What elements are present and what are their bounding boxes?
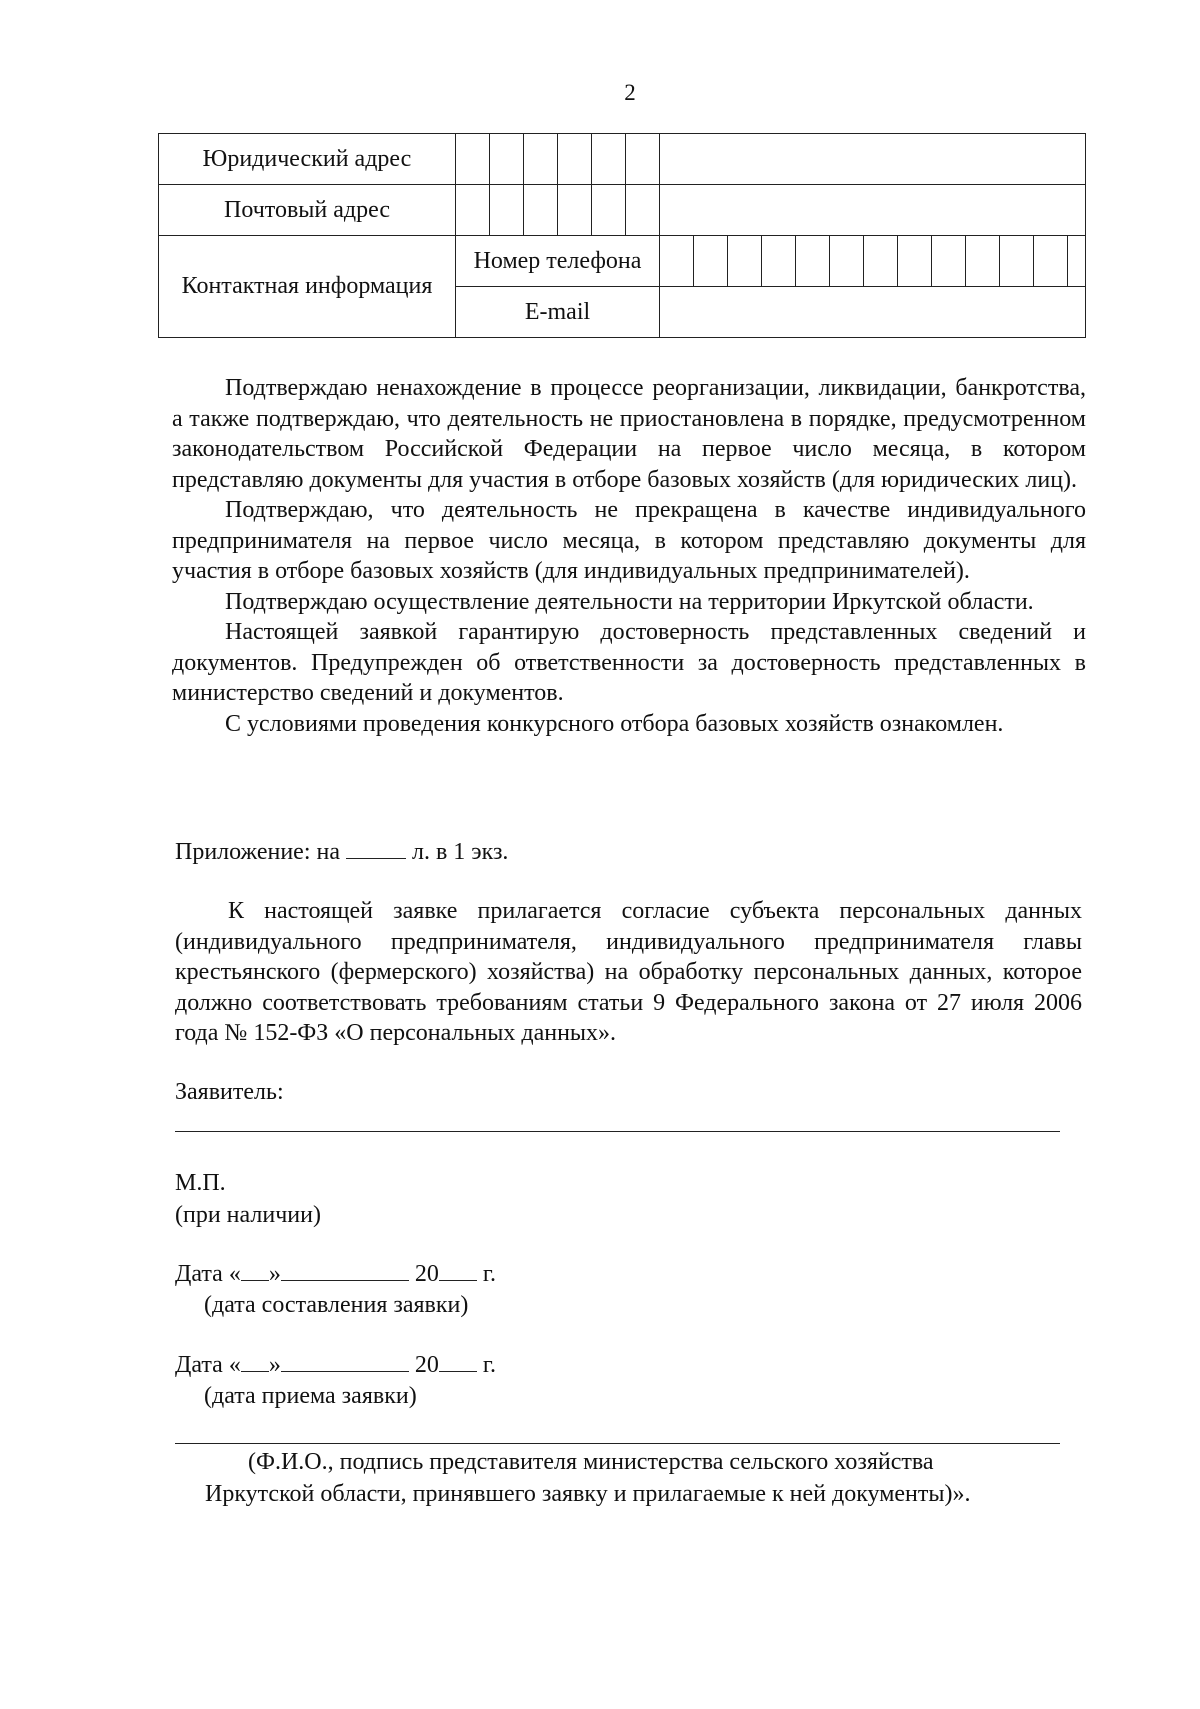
legal-address-cell[interactable] bbox=[592, 134, 626, 185]
confirmation-paragraph: Настоящей заявкой гарантирую достоверность представленных сведений и документов. Предупрежден об ответственности за достоверность представленных в министерство сведений и документов. bbox=[172, 619, 1086, 706]
phone-digit-cell[interactable] bbox=[694, 236, 728, 287]
date-received-day-blank[interactable] bbox=[241, 1349, 269, 1372]
date-received-prefix: Дата « bbox=[175, 1352, 241, 1378]
attachment-line bbox=[175, 836, 508, 867]
applicant-signature-line[interactable] bbox=[175, 1131, 1060, 1132]
phone-digit-cell[interactable] bbox=[932, 236, 966, 287]
date-received-month-blank[interactable] bbox=[281, 1349, 409, 1372]
confirmation-paragraph: С условиями проведения конкурсного отбора базовых хозяйств ознакомлен. bbox=[225, 710, 1004, 737]
postal-address-row bbox=[159, 185, 1086, 236]
date-compiled-caption: (дата составления заявки) bbox=[204, 1292, 469, 1318]
consent-block bbox=[175, 896, 1082, 1049]
phone-label: Номер телефона bbox=[456, 236, 660, 287]
legal-address-cell[interactable] bbox=[490, 134, 524, 185]
date-received-suffix: г. bbox=[482, 1352, 496, 1378]
email-label: E-mail bbox=[456, 287, 660, 338]
phone-digit-cell[interactable] bbox=[660, 236, 694, 287]
postal-address-cell[interactable] bbox=[592, 185, 626, 236]
date-compiled-year-blank[interactable] bbox=[439, 1258, 477, 1281]
attachment-pages-blank[interactable] bbox=[346, 836, 406, 859]
page-number: 2 bbox=[624, 80, 636, 105]
phone-digit-cell[interactable] bbox=[1068, 236, 1086, 287]
confirmation-paragraph: Подтверждаю осуществление деятельности на территории Иркутской области. bbox=[225, 588, 1034, 615]
contact-info-label: Контактная информация bbox=[159, 236, 456, 338]
date-compiled-month-blank[interactable] bbox=[281, 1258, 409, 1281]
confirmations bbox=[172, 373, 1086, 739]
date-compiled-day-blank[interactable] bbox=[241, 1258, 269, 1281]
date-compiled-mid: » bbox=[268, 1261, 281, 1287]
email-field[interactable] bbox=[660, 287, 1086, 338]
phone-digit-cell[interactable] bbox=[1000, 236, 1034, 287]
postal-address-cell[interactable] bbox=[626, 185, 660, 236]
attachment-prefix: Приложение: на bbox=[175, 839, 340, 865]
phone-row bbox=[159, 236, 1086, 287]
stamp-label: М.П. bbox=[175, 1170, 226, 1196]
confirmation-paragraph: Подтверждаю, что деятельность не прекращена в качестве индивидуального предпринимателя на первое число месяца, в котором представляю документы для участия в отборе базовых хозяйств (для индивидуальных предпринимателей). bbox=[172, 497, 1086, 584]
phone-digit-cell[interactable] bbox=[728, 236, 762, 287]
date-received-mid: » bbox=[268, 1352, 281, 1378]
phone-digit-cell[interactable] bbox=[1034, 236, 1068, 287]
official-signature-caption-2: Иркутской области, принявшего заявку и прилагаемые к ней документы)». bbox=[205, 1481, 971, 1507]
phone-digit-cell[interactable] bbox=[966, 236, 1000, 287]
postal-address-field[interactable] bbox=[660, 185, 1086, 236]
phone-digit-cell[interactable] bbox=[796, 236, 830, 287]
legal-address-cell[interactable] bbox=[456, 134, 490, 185]
consent-paragraph: К настоящей заявке прилагается согласие субъекта персональных данных (индивидуального предпринимателя, индивидуального предпринимателя главы крестьянского (фермерского) хозяйства) на обработку персональных данных, которое должно соответствовать требованиям статьи 9 Федерального закона от 27 июля 2006 года № 152-ФЗ «О персональных данных». bbox=[175, 898, 1082, 1046]
phone-digit-cell[interactable] bbox=[830, 236, 864, 287]
date-compiled-suffix: г. bbox=[482, 1261, 496, 1287]
phone-digit-cell[interactable] bbox=[898, 236, 932, 287]
legal-address-cell[interactable] bbox=[524, 134, 558, 185]
date-compiled-prefix: Дата « bbox=[175, 1261, 241, 1287]
applicant-label: Заявитель: bbox=[175, 1079, 284, 1105]
attachment-suffix: л. в 1 экз. bbox=[411, 839, 509, 865]
date-compiled-year: 20 bbox=[414, 1261, 439, 1287]
postal-address-cell[interactable] bbox=[558, 185, 592, 236]
phone-digit-cell[interactable] bbox=[762, 236, 796, 287]
legal-address-field[interactable] bbox=[660, 134, 1086, 185]
legal-address-cell[interactable] bbox=[626, 134, 660, 185]
date-received-year: 20 bbox=[414, 1352, 439, 1378]
date-received-caption: (дата приема заявки) bbox=[204, 1383, 417, 1409]
applicant-info-table bbox=[158, 133, 1086, 338]
official-signature-caption-1: (Ф.И.О., подпись представителя министерства сельского хозяйства bbox=[248, 1449, 934, 1475]
postal-address-cell[interactable] bbox=[524, 185, 558, 236]
date-compiled-line bbox=[175, 1258, 496, 1289]
date-received-year-blank[interactable] bbox=[439, 1349, 477, 1372]
stamp-note: (при наличии) bbox=[175, 1202, 321, 1228]
postal-address-cell[interactable] bbox=[490, 185, 524, 236]
legal-address-label: Юридический адрес bbox=[159, 134, 456, 185]
confirmation-paragraph: Подтверждаю ненахождение в процессе реорганизации, ликвидации, банкротства, а также подтверждаю, что деятельность не приостановлена в порядке, предусмотренном законодательством Российской Федерации на первое число месяца, в котором представляю документы для участия в отборе базовых хозяйств (для юридических лиц). bbox=[172, 375, 1086, 493]
postal-address-label: Почтовый адрес bbox=[159, 185, 456, 236]
official-signature-line[interactable] bbox=[175, 1443, 1060, 1444]
legal-address-cell[interactable] bbox=[558, 134, 592, 185]
date-received-line bbox=[175, 1349, 496, 1380]
legal-address-row bbox=[159, 134, 1086, 185]
phone-digit-cell[interactable] bbox=[864, 236, 898, 287]
postal-address-cell[interactable] bbox=[456, 185, 490, 236]
